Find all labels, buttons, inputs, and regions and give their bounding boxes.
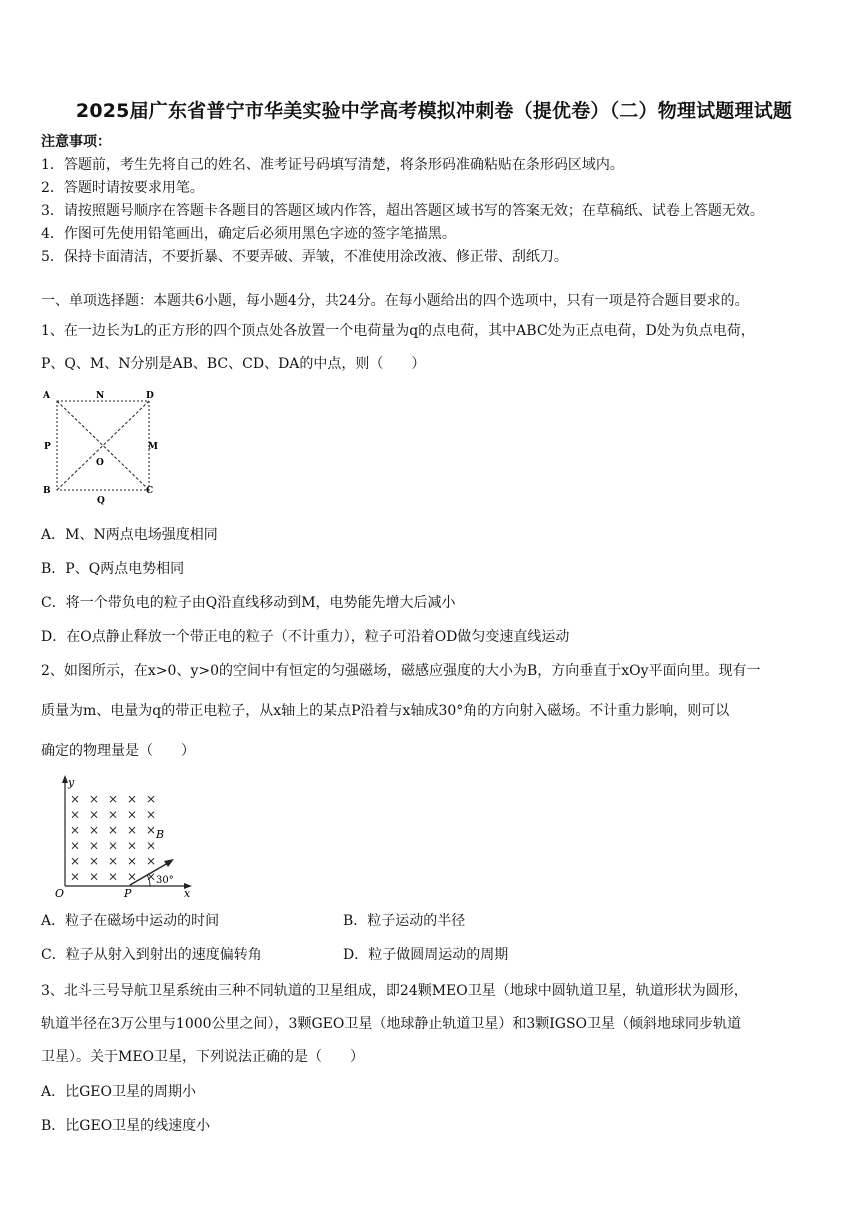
field-cross-mark: ×: [146, 838, 157, 853]
question-2-option-a: A．粒子在磁场中运动的时间: [41, 913, 220, 929]
axis-label-y: y: [68, 776, 75, 789]
question-1-option-d: D．在O点静止释放一个带正电的粒子（不计重力），粒子可沿着OD做匀变速直线运动: [41, 629, 570, 645]
note-item-1: 1．答题前，考生先将自己的姓名、准考证号码填写清楚，将条形码准确粘贴在条形码区域内。: [41, 157, 624, 173]
field-crosses: [70, 792, 156, 884]
field-cross-mark: ×: [127, 792, 138, 806]
question-3-option-a: A．比GEO卫星的周期小: [41, 1084, 196, 1100]
angle-label: 30°: [156, 875, 174, 886]
question-1-option-c: C．将一个带负电的粒子由Q沿直线移动到M，电势能先增大后减小: [41, 595, 456, 611]
square-charges-figure: [38, 386, 168, 508]
origin-label: O: [55, 887, 65, 900]
field-cross-mark: ×: [89, 792, 100, 806]
field-cross-mark: ×: [70, 792, 81, 806]
field-cross-mark: ×: [70, 854, 81, 868]
question-3-option-b: B．比GEO卫星的线速度小: [41, 1118, 211, 1134]
question-3-line-2: 轨道半径在3万公里与1000公里之间），3颗GEO卫星（地球静止轨道卫星）和3颗IGSO卫星（倾斜地球同步轨道: [41, 1016, 742, 1032]
point-p-label: P: [124, 887, 132, 900]
label-P: P: [44, 442, 51, 452]
label-A: A: [43, 391, 50, 401]
page-title: 2025届广东省普宁市华美实验中学高考模拟冲刺卷（提优卷）（二）物理试题理试题: [75, 100, 793, 122]
field-cross-mark: ×: [127, 838, 138, 853]
question-2-line-3: 确定的物理量是（ ）: [41, 743, 195, 759]
question-3-line-3: 卫星）。关于MEO卫星，下列说法正确的是（ ）: [41, 1049, 365, 1065]
field-cross-mark: ×: [89, 854, 100, 868]
field-cross-mark: ×: [89, 869, 100, 884]
question-2-line-2: 质量为m、电量为q的带正电粒子，从x轴上的某点P沿着与x轴成30°角的方向射入磁场。不计重力影响，则可以: [41, 703, 730, 719]
question-1-line-2: P、Q、M、N分别是AB、BC、CD、DA的中点，则（ ）: [41, 356, 426, 372]
field-cross-mark: ×: [108, 807, 119, 822]
field-cross-mark: ×: [70, 869, 81, 884]
field-cross-mark: ×: [127, 869, 138, 884]
field-cross-mark: ×: [127, 854, 138, 868]
field-cross-mark: ×: [89, 807, 100, 822]
field-cross-mark: ×: [89, 823, 100, 837]
note-item-4: 4．作图可先使用铅笔画出，确定后必须用黑色字迹的签字笔描黑。: [41, 226, 456, 242]
field-cross-mark: ×: [108, 854, 119, 868]
note-item-2: 2．答题时请按要求用笔。: [41, 180, 204, 196]
field-cross-mark: ×: [70, 807, 81, 822]
label-C: C: [146, 486, 154, 496]
label-D: D: [146, 391, 154, 401]
field-cross-mark: ×: [89, 838, 100, 853]
field-cross-mark: ×: [108, 792, 119, 806]
question-2-option-b: B．粒子运动的半径: [343, 913, 466, 929]
question-1-option-b: B．P、Q两点电势相同: [41, 561, 185, 577]
question-2-option-d: D．粒子做圆周运动的周期: [343, 947, 509, 963]
question-1-option-a: A．M、N两点电场强度相同: [41, 527, 218, 543]
field-cross-mark: ×: [108, 869, 119, 884]
axis-label-x: x: [184, 887, 191, 900]
field-cross-mark: ×: [127, 823, 138, 837]
note-item-3: 3．请按照题号顺序在答题卡各题目的答题区域内作答，超出答题区域书写的答案无效；在草稿纸、试卷上答题无效。: [41, 203, 764, 219]
field-cross-mark: ×: [108, 838, 119, 853]
magnetic-field-figure: [52, 772, 202, 900]
note-item-5: 5．保持卡面清洁，不要折暴、不要弄破、弄皱，不准使用涂改液、修正带、刮纸刀。: [41, 249, 568, 265]
question-3-line-1: 3、北斗三号导航卫星系统由三种不同轨道的卫星组成，即24颗MEO卫星（地球中圆轨道卫星，轨道形状为圆形，: [41, 983, 748, 999]
label-B: B: [43, 486, 51, 496]
section-heading: 一、单项选择题：本题共6小题，每小题4分，共24分。在每小题给出的四个选项中，只有一项是符合题目要求的。: [41, 293, 749, 309]
field-cross-mark: ×: [70, 838, 81, 853]
field-b-label: B: [156, 828, 165, 841]
notes-heading: 注意事项：: [41, 134, 111, 150]
label-M: M: [148, 442, 158, 452]
field-cross-mark: ×: [146, 854, 157, 868]
field-cross-mark: ×: [146, 792, 157, 806]
field-cross-mark: ×: [146, 823, 157, 837]
label-N: N: [96, 391, 105, 401]
field-cross-mark: ×: [70, 823, 81, 837]
field-cross-mark: ×: [146, 869, 157, 884]
question-2-option-c: C．粒子从射入到射出的速度偏转角: [41, 947, 262, 963]
field-cross-mark: ×: [127, 807, 138, 822]
field-cross-mark: ×: [146, 807, 157, 822]
question-2-line-1: 2、如图所示，在x>0、y>0的空间中有恒定的匀强磁场，磁感应强度的大小为B，方向垂直于xOy平面向里。现有一: [41, 663, 761, 679]
field-cross-mark: ×: [108, 823, 119, 837]
question-1-line-1: 1、在一边长为L的正方形的四个顶点处各放置一个电荷量为q的点电荷，其中ABC处为正点电荷，D处为负点电荷，: [41, 323, 755, 339]
label-O: O: [96, 458, 104, 468]
label-Q: Q: [97, 496, 105, 506]
